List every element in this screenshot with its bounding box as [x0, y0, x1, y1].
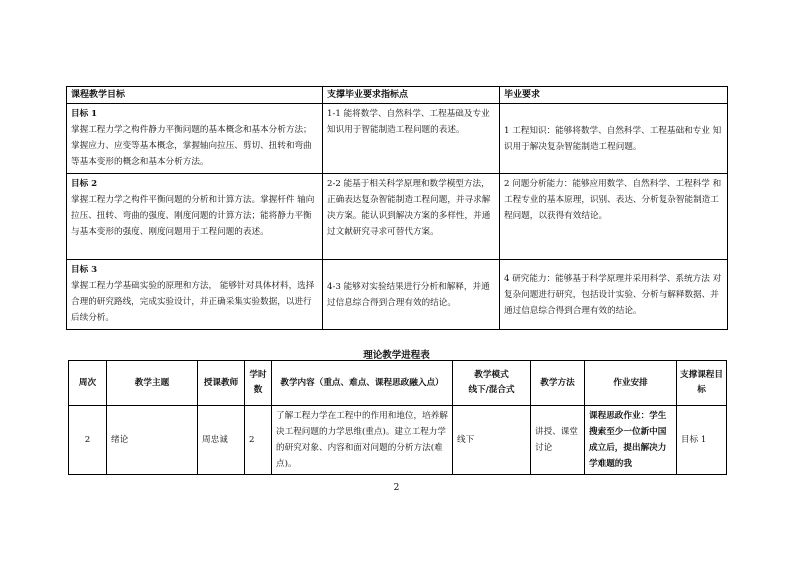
header-method: 教学方法 — [531, 361, 585, 406]
objective-cell — [67, 174, 323, 260]
header-graduation-requirement: 毕业要求 — [500, 87, 728, 104]
header-course-objective: 课程教学目标 — [67, 87, 323, 104]
indicator-cell: 1-1 能将数学、自然科学、工程基础及专业知识用于智能制造工程问题的表述。 — [323, 104, 500, 174]
objective-title: 目标 2 — [71, 179, 98, 189]
table-row — [67, 104, 728, 174]
content-cell: 了解工程力学在工程中的作用和地位，培养解决工程问题的力学思维(重点)。建立工程力学的研究对象、内容和面对问题的分析方法(难点)。 — [272, 406, 453, 475]
objectives-header-row — [67, 87, 728, 104]
objective-cell — [67, 104, 323, 174]
objective-title: 目标 3 — [71, 265, 98, 275]
objectives-table — [66, 86, 728, 330]
support-cell: 目标 1 — [677, 406, 727, 475]
table-row — [67, 174, 728, 260]
schedule-header-row — [69, 361, 727, 406]
header-mode-line2: 线下/混合式 — [468, 385, 515, 395]
header-assignment: 作业安排 — [585, 361, 677, 406]
requirement-cell: 4 研究能力：能够基于科学原理并采用科学、系统方法 对复杂问题进行研究，包括设计实验、分析与解释数据、并通过信息综合得到合理有效的结论。 — [500, 260, 728, 330]
table-row — [67, 260, 728, 330]
header-support: 支撑课程目标 — [677, 361, 727, 406]
indicator-cell: 2-2 能基于相关科学原理和数学模型方法， 正确表达复杂智能制造工程问题，并寻求解决方案。能认识到解决方案的多样性，并通过文献研究寻求可替代方案。 — [323, 174, 500, 260]
objective-title: 目标 1 — [71, 109, 98, 119]
teacher-cell: 周忠诚 — [198, 406, 245, 475]
objective-text: 掌握工程力学之构件平衡问题的分析和计算方法。掌握杆件 轴向拉压、扭转、弯曲的强度、刚度问题的计算方法；能将静力平衡与基本变形的强度、刚度问题用于工程问题的表述。 — [71, 195, 315, 237]
mode-cell: 线下 — [453, 406, 531, 475]
header-topic: 教学主题 — [107, 361, 198, 406]
method-cell: 讲授、课堂讨论 — [531, 406, 585, 475]
requirement-cell: 1 工程知识：能够将数学、自然科学、工程基础和专业 知识用于解决复杂智能制造工程问题。 — [500, 104, 728, 174]
assignment-cell: 课程思政作业：学生搜索至少一位新中国成立后，提出解决力学难题的我 — [585, 406, 677, 475]
header-content: 教学内容（重点、难点、课程思政融入点） — [272, 361, 453, 406]
objective-text: 掌握工程力学之构件静力平衡问题的基本概念和基本分析方法； 掌握应力、应变等基本概念，掌握轴向拉压、剪切、扭转和弯曲等基本变形的概念和基本分析方法。 — [71, 125, 312, 167]
page-number: 2 — [393, 483, 400, 493]
week-cell: 2 — [69, 406, 107, 475]
topic-cell: 绪论 — [107, 406, 198, 475]
header-hours: 学时数 — [245, 361, 272, 406]
header-mode-line1: 教学模式 — [474, 370, 509, 380]
hours-cell: 2 — [245, 406, 272, 475]
header-mode — [453, 361, 531, 406]
schedule-table — [68, 360, 727, 475]
table-row — [69, 406, 727, 475]
header-teacher: 授课教师 — [198, 361, 245, 406]
indicator-cell: 4-3 能够对实验结果进行分析和解释，并通过信息综合得到合理有效的结论。 — [323, 260, 500, 330]
header-week: 周次 — [69, 361, 107, 406]
header-indicator: 支撑毕业要求指标点 — [323, 87, 500, 104]
objective-cell — [67, 260, 323, 330]
objective-text: 掌握工程力学基础实验的原理和方法， 能够针对具体材料，选择合理的研究路线，完成实验设计，并正确采集实验数据，以进行后续分析。 — [71, 281, 315, 323]
schedule-caption: 理论教学进程表 — [363, 350, 430, 361]
requirement-cell: 2 问题分析能力：能够应用数学、自然科学、工程科学 和工程专业的基本原理，识别、表达、分析复杂智能制造工程问题，以获得有效结论。 — [500, 174, 728, 260]
